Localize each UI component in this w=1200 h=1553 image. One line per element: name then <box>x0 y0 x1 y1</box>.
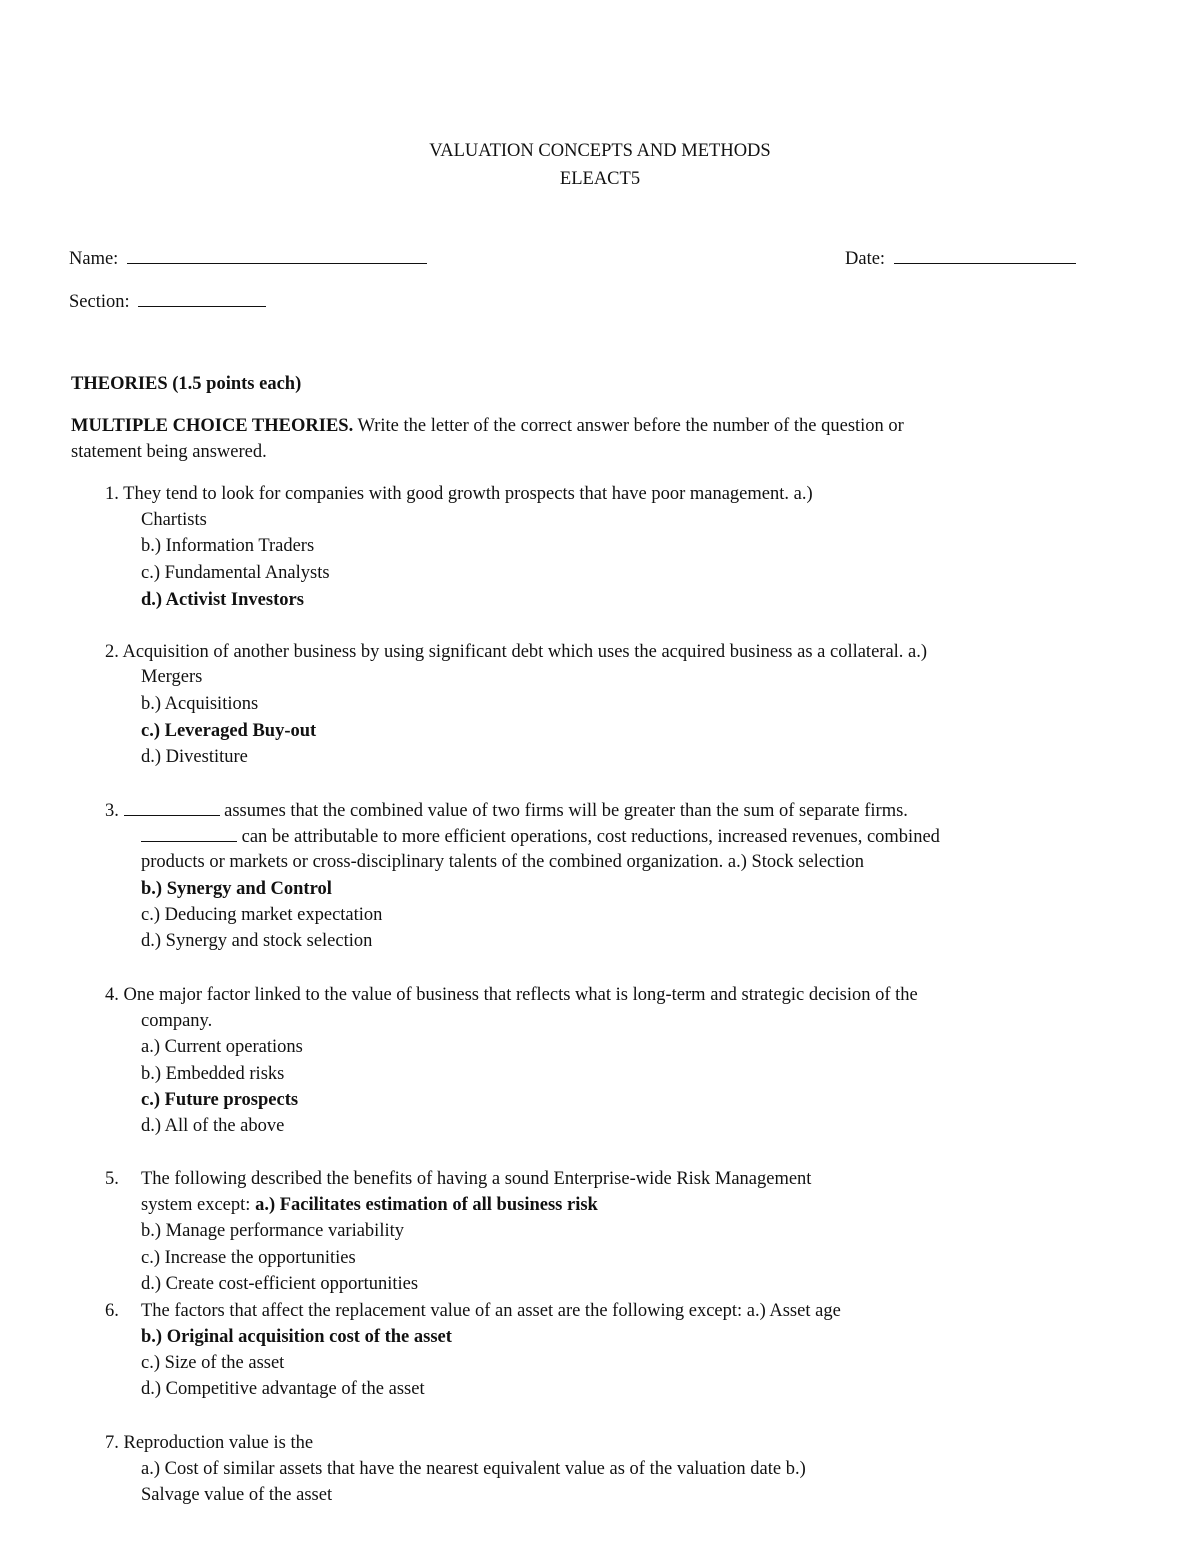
question-5-number: 5. <box>105 1169 119 1189</box>
question-1-answer: d.) Activist Investors <box>141 590 304 610</box>
section-heading: THEORIES (1.5 points each) <box>71 374 302 394</box>
question-5-answer: a.) Facilitates estimation of all business risk <box>255 1195 598 1215</box>
section-field <box>69 288 266 315</box>
question-5-text-2: system except: <box>141 1195 256 1215</box>
question-4-stem: 4. One major factor linked to the value of business that reflects what is long-term and strategic decision of the <box>105 985 918 1005</box>
instructions-text: Write the letter of the correct answer before the number of the question or <box>353 416 904 436</box>
question-7-stem: 7. Reproduction value is the <box>105 1433 314 1453</box>
question-6-answer: b.) Original acquisition cost of the asset <box>141 1327 452 1347</box>
question-2-option-b: b.) Acquisitions <box>141 694 259 714</box>
question-6-option-c: c.) Size of the asset <box>141 1353 285 1373</box>
course-code: ELEACT5 <box>559 169 641 189</box>
question-3-stem-line-2 <box>141 823 940 850</box>
question-2-option-d: d.) Divestiture <box>141 747 248 767</box>
question-5-stem-line-2 <box>141 1192 598 1218</box>
question-4-option-d: d.) All of the above <box>141 1116 285 1136</box>
section-label: Section: <box>69 292 130 312</box>
instructions-bold: MULTIPLE CHOICE THEORIES. <box>71 416 354 436</box>
name-blank[interactable] <box>127 245 427 264</box>
question-1-option-c: c.) Fundamental Analysts <box>141 563 330 583</box>
question-2-answer: c.) Leveraged Buy-out <box>141 721 317 741</box>
question-3-stem-line-1 <box>105 797 908 824</box>
instructions-line-1 <box>71 413 904 439</box>
question-4-option-b: b.) Embedded risks <box>141 1064 285 1084</box>
question-5-stem: The following described the benefits of having a sound Enterprise-wide Risk Management <box>141 1169 812 1189</box>
question-3-stem-line-3: products or markets or cross-disciplinary talents of the combined organization. a.) Stock selection <box>141 852 865 872</box>
question-1-option-b: b.) Information Traders <box>141 536 315 556</box>
date-blank[interactable] <box>894 245 1076 264</box>
instructions-line-2: statement being answered. <box>71 442 267 462</box>
question-3-blank-1 <box>124 797 220 816</box>
question-1-stem: 1. They tend to look for companies with good growth prospects that have poor management. a.) <box>105 484 813 504</box>
name-label: Name: <box>69 249 119 269</box>
question-3-text-2: can be attributable to more efficient operations, cost reductions, increased revenues, combined <box>237 827 940 847</box>
question-1-option-a: Chartists <box>141 510 207 530</box>
question-3-blank-2 <box>141 823 237 842</box>
date-field <box>845 245 1076 272</box>
question-6-number: 6. <box>105 1301 119 1321</box>
name-field <box>69 245 427 272</box>
question-7-option-b: Salvage value of the asset <box>141 1485 333 1505</box>
question-3-option-c: c.) Deducing market expectation <box>141 905 383 925</box>
question-3-option-d: d.) Synergy and stock selection <box>141 931 373 951</box>
question-2-option-a: Mergers <box>141 667 203 687</box>
question-2-stem: 2. Acquisition of another business by using significant debt which uses the acquired business as a collateral. a.) <box>105 642 928 662</box>
question-6-stem: The factors that affect the replacement value of an asset are the following except: a.) Asset age <box>141 1301 841 1321</box>
question-5-option-c: c.) Increase the opportunities <box>141 1248 356 1268</box>
question-5-option-b: b.) Manage performance variability <box>141 1221 404 1241</box>
section-blank[interactable] <box>138 288 266 307</box>
date-label: Date: <box>845 249 886 269</box>
question-7-option-a: a.) Cost of similar assets that have the nearest equivalent value as of the valuation date b.) <box>141 1459 806 1479</box>
question-3-answer: b.) Synergy and Control <box>141 879 332 899</box>
document-title: VALUATION CONCEPTS AND METHODS <box>429 141 771 161</box>
question-4-answer: c.) Future prospects <box>141 1090 299 1110</box>
question-3-text-1: assumes that the combined value of two firms will be greater than the sum of separate firms. <box>219 801 908 821</box>
question-4-stem-line-2: company. <box>141 1011 213 1031</box>
question-6-option-d: d.) Competitive advantage of the asset <box>141 1379 425 1399</box>
question-4-option-a: a.) Current operations <box>141 1037 303 1057</box>
question-5-option-d: d.) Create cost-efficient opportunities <box>141 1274 419 1294</box>
question-3-number: 3. <box>105 801 119 821</box>
